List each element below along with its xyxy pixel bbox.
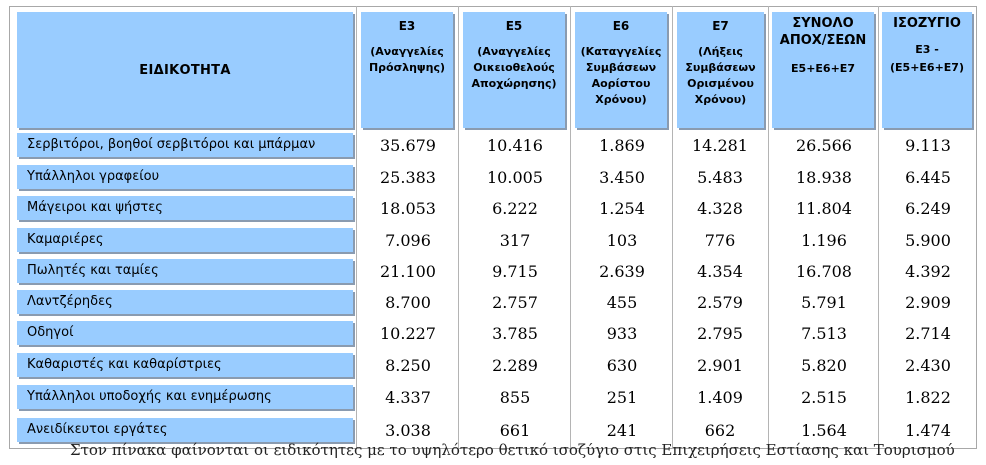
cell-e5: 2.757 [492, 293, 538, 312]
cell-e7: 4.354 [697, 262, 743, 281]
row-specialty: Καθαριστές και καθαρίστριες [17, 353, 353, 377]
header-e7-code: Ε7 [712, 19, 729, 33]
cell-e3: 3.038 [385, 421, 431, 440]
header-e5-code: Ε5 [505, 19, 523, 33]
cell-e3: 18.053 [380, 199, 436, 218]
cell-e7: 662 [704, 421, 736, 440]
cell-e5: 317 [499, 231, 531, 250]
cell-balance: 4.392 [905, 262, 951, 281]
header-e6-code: Ε6 [612, 19, 630, 33]
cell-balance: 5.900 [905, 231, 951, 250]
header-balance-title: ΙΣΟΖΥΓΙΟ [893, 16, 961, 31]
cell-balance: 2.430 [905, 356, 951, 375]
cell-e6: 1.254 [599, 199, 645, 218]
cell-total: 1.196 [801, 231, 847, 250]
cell-total: 5.820 [801, 356, 847, 375]
cell-e7: 1.409 [697, 388, 743, 407]
header-e6 [575, 12, 667, 128]
column-divider [672, 6, 673, 449]
row-specialty: Λαντζέρηδες [17, 290, 353, 314]
header-specialty [17, 12, 353, 128]
column-divider [768, 6, 769, 449]
cell-e3: 10.227 [380, 324, 436, 343]
cell-e6: 933 [606, 324, 638, 343]
cell-e7: 776 [704, 231, 736, 250]
cell-e5: 661 [499, 421, 531, 440]
cell-balance: 6.249 [905, 199, 951, 218]
cell-e3: 25.383 [380, 168, 436, 187]
row-specialty: Οδηγοί [17, 321, 353, 345]
cell-e5: 855 [499, 388, 531, 407]
row-specialty: Σερβιτόροι, βοηθοί σερβιτόροι και μπάρμαν [17, 133, 353, 157]
column-divider [878, 6, 879, 449]
cell-total: 11.804 [796, 199, 852, 218]
cell-e5: 10.416 [487, 136, 543, 155]
column-divider [356, 6, 357, 449]
row-specialty: Ανειδίκευτοι εργάτες [17, 418, 353, 442]
cell-total: 18.938 [796, 168, 852, 187]
cell-e5: 3.785 [492, 324, 538, 343]
cell-e3: 4.337 [385, 388, 431, 407]
header-e3-desc: (Αναγγελίες Πρόσληψης) [368, 45, 446, 74]
column-divider [458, 6, 459, 449]
column-divider [570, 6, 571, 449]
cell-e3: 35.679 [380, 136, 436, 155]
cell-total: 16.708 [796, 262, 852, 281]
row-specialty: Μάγειροι και ψήστες [17, 196, 353, 220]
header-balance-formula-1: Ε3 - [915, 43, 939, 56]
cell-e7: 14.281 [692, 136, 748, 155]
header-balance-formula-2: (Ε5+Ε6+Ε7) [890, 61, 964, 74]
cell-e6: 1.869 [599, 136, 645, 155]
cell-balance: 2.909 [905, 293, 951, 312]
cell-e6: 2.639 [599, 262, 645, 281]
cell-e5: 9.715 [492, 262, 538, 281]
header-e5-desc: (Αναγγελίες Οικειοθελούς Αποχώρησης) [471, 45, 557, 90]
cell-e6: 455 [606, 293, 638, 312]
cell-total: 1.564 [801, 421, 847, 440]
header-e6-desc: (Καταγγελίες Συμβάσεων Αορίστου Χρόνου) [580, 45, 662, 106]
cell-e3: 21.100 [380, 262, 436, 281]
row-specialty: Υπάλληλοι γραφείου [17, 165, 353, 189]
cell-e7: 2.579 [697, 293, 743, 312]
header-specialty-label: ΕΙΔΙΚΟΤΗΤΑ [139, 62, 231, 78]
cell-balance: 2.714 [905, 324, 951, 343]
cell-e5: 10.005 [487, 168, 543, 187]
row-specialty: Πωλητές και ταμίες [17, 259, 353, 283]
cell-total: 2.515 [801, 388, 847, 407]
header-total-formula: Ε5+Ε6+Ε7 [791, 62, 855, 75]
cell-e6: 241 [606, 421, 638, 440]
header-balance [882, 12, 972, 128]
cell-balance: 9.113 [905, 136, 951, 155]
cell-e6: 103 [606, 231, 638, 250]
cell-e3: 8.250 [385, 356, 431, 375]
cell-e6: 251 [606, 388, 638, 407]
cell-total: 26.566 [796, 136, 852, 155]
caption [70, 441, 955, 459]
cell-e5: 6.222 [492, 199, 538, 218]
caption-text: Στον πίνακα φαίνονται οι ειδικότητες με το υψηλότερο θετικό ισοζύγιο στις Επιχειρήσεις Εστίασης και Τουρισμού [70, 441, 955, 459]
cell-e3: 8.700 [385, 293, 431, 312]
cell-e7: 4.328 [697, 199, 743, 218]
cell-total: 5.791 [801, 293, 847, 312]
header-e7 [677, 12, 764, 128]
cell-balance: 6.445 [905, 168, 951, 187]
cell-balance: 1.822 [905, 388, 951, 407]
cell-e7: 5.483 [697, 168, 743, 187]
header-total [772, 12, 874, 128]
cell-e3: 7.096 [385, 231, 431, 250]
header-e3 [361, 12, 453, 128]
header-total-title: ΣΥΝΟΛΟ ΑΠΟΧ/ΣΕΩΝ [779, 16, 867, 48]
cell-e6: 630 [606, 356, 638, 375]
cell-e5: 2.289 [492, 356, 538, 375]
cell-total: 7.513 [801, 324, 847, 343]
row-specialty: Καμαριέρες [17, 228, 353, 252]
cell-e7: 2.901 [697, 356, 743, 375]
header-e5 [463, 12, 565, 128]
header-e3-code: Ε3 [398, 19, 416, 33]
cell-e7: 2.795 [697, 324, 743, 343]
cell-e6: 3.450 [599, 168, 645, 187]
cell-balance: 1.474 [905, 421, 951, 440]
header-e7-desc: (Λήξεις Συμβάσεων Ορισμένου Χρόνου) [685, 45, 756, 106]
row-specialty: Υπάλληλοι υποδοχής και ενημέρωσης [17, 385, 353, 409]
